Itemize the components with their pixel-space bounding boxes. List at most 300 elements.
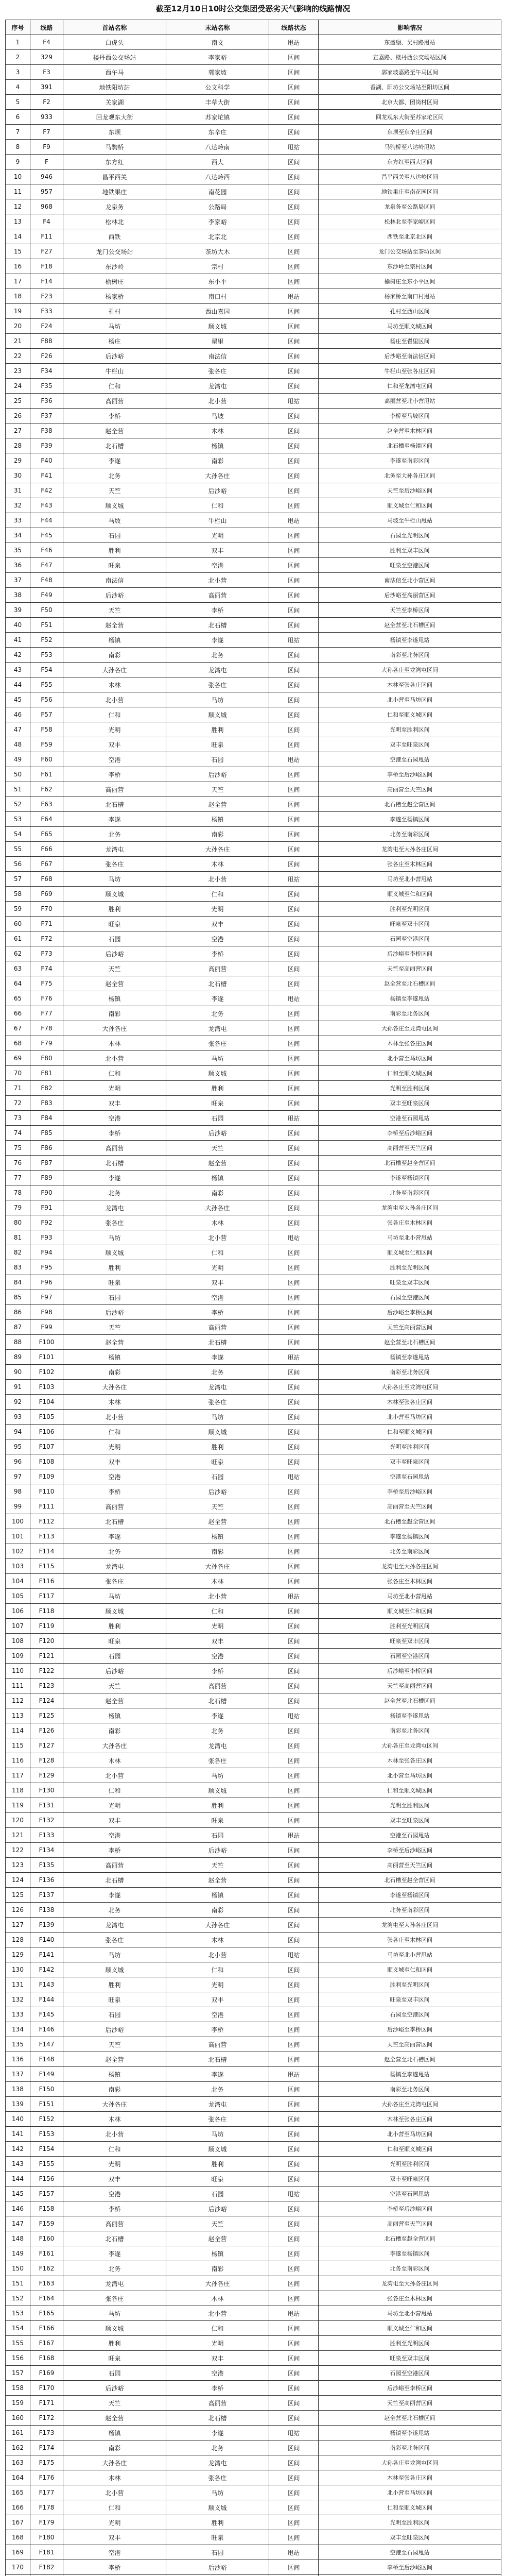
cell-index: 71 [6, 1081, 30, 1096]
table-row [6, 379, 501, 394]
cell-impact: 马坊至北小营甩站 [319, 1230, 501, 1245]
cell-start-stop: 木林 [63, 2112, 166, 2127]
cell-line: F43 [30, 498, 63, 513]
cell-line: F113 [30, 1529, 63, 1544]
cell-index: 79 [6, 1200, 30, 1215]
cell-start-stop: 空港 [63, 1828, 166, 1843]
table-row [6, 110, 501, 125]
cell-index: 93 [6, 1410, 30, 1425]
cell-impact: 大孙各庄至龙湾屯区间 [319, 2455, 501, 2470]
cell-status: 区间 [269, 558, 319, 573]
cell-impact: 赵全营至北石槽区间 [319, 1335, 501, 1350]
cell-line: F118 [30, 1604, 63, 1619]
cell-status: 区间 [269, 80, 319, 95]
cell-end-stop: 牛栏山 [166, 513, 269, 528]
cell-index: 54 [6, 827, 30, 842]
cell-index: 58 [6, 887, 30, 902]
cell-line: F173 [30, 2426, 63, 2441]
cell-index: 80 [6, 1215, 30, 1230]
cell-line: F171 [30, 2396, 63, 2411]
cell-line: F114 [30, 1544, 63, 1559]
cell-status: 区间 [269, 946, 319, 961]
cell-index: 161 [6, 2426, 30, 2441]
cell-start-stop: 旺泉 [63, 917, 166, 931]
cell-status: 区间 [269, 1081, 319, 1096]
cell-status: 区间 [269, 1738, 319, 1753]
cell-line: F136 [30, 1873, 63, 1888]
cell-start-stop: 杨镇 [63, 2426, 166, 2441]
cell-impact: 李遂至杨镇区间 [319, 1529, 501, 1544]
cell-line: F45 [30, 528, 63, 543]
cell-impact: 李遂至杨镇区间 [319, 1171, 501, 1185]
table-row [6, 1664, 501, 1679]
cell-start-stop: 李桥 [63, 2560, 166, 2575]
cell-impact: 龙湾屯至大孙各庄区间 [319, 1200, 501, 1215]
cell-end-stop: 木林 [166, 857, 269, 872]
cell-index: 111 [6, 1679, 30, 1693]
cell-status: 区间 [269, 1888, 319, 1903]
cell-end-stop: 南彩 [166, 827, 269, 842]
cell-start-stop: 北石槽 [63, 1514, 166, 1529]
cell-end-stop: 杨镇 [166, 812, 269, 827]
cell-end-stop: 龙湾屯 [166, 2097, 269, 2112]
cell-end-stop: 大孙各庄 [166, 1559, 269, 1574]
cell-status: 区间 [269, 65, 319, 80]
cell-index: 119 [6, 1798, 30, 1813]
cell-end-stop: 南彩 [166, 1185, 269, 1200]
cell-index: 134 [6, 2022, 30, 2037]
cell-impact: 空港至石园甩站 [319, 2545, 501, 2560]
cell-end-stop: 顺义城 [166, 1425, 269, 1439]
cell-impact: 顺义城至仁和区间 [319, 2321, 501, 2336]
cell-impact: 双丰至旺泉区间 [319, 1813, 501, 1828]
cell-line: F125 [30, 1708, 63, 1723]
cell-start-stop: 胜利 [63, 543, 166, 558]
table-row [6, 2291, 501, 2306]
cell-line: F144 [30, 1992, 63, 2007]
cell-line: F141 [30, 1947, 63, 1962]
cell-start-stop: 石园 [63, 1649, 166, 1664]
cell-end-stop: 马坡 [166, 409, 269, 423]
cell-index: 83 [6, 1260, 30, 1275]
cell-impact: 后沙峪至南法信区间 [319, 349, 501, 364]
cell-line: F99 [30, 1320, 63, 1335]
cell-index: 14 [6, 229, 30, 244]
cell-line: F116 [30, 1574, 63, 1589]
cell-status: 区间 [269, 2172, 319, 2187]
cell-start-stop: 赵全营 [63, 1335, 166, 1350]
table-row [6, 1843, 501, 1858]
cell-index: 98 [6, 1484, 30, 1499]
cell-index: 92 [6, 1395, 30, 1410]
cell-impact: 马坊至北小营甩站 [319, 872, 501, 887]
cell-start-stop: 天竺 [63, 2396, 166, 2411]
cell-line: F89 [30, 1171, 63, 1185]
cell-start-stop: 马坊 [63, 319, 166, 334]
cell-start-stop: 杨镇 [63, 2067, 166, 2082]
cell-line: F83 [30, 1096, 63, 1111]
cell-impact: 杨镇至李遂甩站 [319, 2067, 501, 2082]
cell-index: 129 [6, 1947, 30, 1962]
cell-end-stop: 南口村 [166, 289, 269, 304]
table-row [6, 259, 501, 274]
cell-impact: 双丰至旺泉区间 [319, 2530, 501, 2545]
cell-end-stop: 大孙各庄 [166, 842, 269, 857]
table-row [6, 2037, 501, 2052]
cell-impact: 北石槽至赵全营区间 [319, 797, 501, 812]
cell-start-stop: 北务 [63, 2261, 166, 2276]
cell-impact: 马坊至北小营甩站 [319, 1947, 501, 1962]
cell-status: 区间 [269, 722, 319, 737]
cell-line: F55 [30, 677, 63, 692]
cell-status: 区间 [269, 663, 319, 677]
cell-end-stop: 石园 [166, 2545, 269, 2560]
table-row [6, 692, 501, 707]
cell-end-stop: 张各庄 [166, 1395, 269, 1410]
cell-line: F134 [30, 1843, 63, 1858]
cell-line: F78 [30, 1021, 63, 1036]
cell-start-stop: 双丰 [63, 1096, 166, 1111]
table-row [6, 304, 501, 319]
cell-impact: 北石槽至赵全营区间 [319, 1156, 501, 1171]
cell-end-stop: 李家峪 [166, 214, 269, 229]
cell-line: F130 [30, 1783, 63, 1798]
cell-line: F42 [30, 483, 63, 498]
cell-index: 105 [6, 1589, 30, 1604]
cell-index: 104 [6, 1574, 30, 1589]
cell-impact: 顺义城至仁和区间 [319, 1962, 501, 1977]
cell-impact: 松林北至李家峪区间 [319, 214, 501, 229]
cell-index: 4 [6, 80, 30, 95]
cell-status: 区间 [269, 50, 319, 65]
cell-start-stop: 空港 [63, 752, 166, 767]
table-row [6, 1962, 501, 1977]
cell-start-stop: 张各庄 [63, 1215, 166, 1230]
cell-end-stop: 南花园 [166, 184, 269, 199]
table-row [6, 2560, 501, 2575]
cell-end-stop: 张各庄 [166, 2112, 269, 2127]
cell-status: 区间 [269, 2381, 319, 2396]
table-row [6, 1036, 501, 1051]
cell-end-stop: 北石槽 [166, 2052, 269, 2067]
cell-impact: 双丰至旺泉区间 [319, 737, 501, 752]
cell-start-stop: 天竺 [63, 603, 166, 618]
cell-status: 区间 [269, 170, 319, 184]
cell-impact: 光明至胜利区间 [319, 2157, 501, 2172]
cell-start-stop: 旺泉 [63, 1275, 166, 1290]
cell-line: F131 [30, 1798, 63, 1813]
table-row [6, 1275, 501, 1290]
table-row [6, 1992, 501, 2007]
cell-impact: 仁和至顺义城区间 [319, 2500, 501, 2515]
cell-status: 区间 [269, 1305, 319, 1320]
cell-start-stop: 西午马 [63, 65, 166, 80]
cell-line: F84 [30, 1111, 63, 1126]
table-row [6, 1096, 501, 1111]
cell-index: 95 [6, 1439, 30, 1454]
bus-line-table [5, 20, 501, 2576]
cell-line: F111 [30, 1499, 63, 1514]
cell-line: F33 [30, 304, 63, 319]
cell-index: 10 [6, 170, 30, 184]
cell-status: 区间 [269, 2470, 319, 2485]
cell-end-stop: 南彩 [166, 1903, 269, 1918]
table-row [6, 1021, 501, 1036]
cell-end-stop: 李遂 [166, 1708, 269, 1723]
cell-impact: 胜利至光明区间 [319, 1619, 501, 1634]
cell-line: F77 [30, 1006, 63, 1021]
cell-end-stop: 杨镇 [166, 2246, 269, 2261]
cell-line: F63 [30, 797, 63, 812]
table-row [6, 558, 501, 573]
cell-status: 区间 [269, 2276, 319, 2291]
cell-start-stop: 大孙各庄 [63, 1021, 166, 1036]
cell-index: 35 [6, 543, 30, 558]
cell-end-stop: 双丰 [166, 917, 269, 931]
cell-end-stop: 大孙各庄 [166, 1200, 269, 1215]
cell-index: 168 [6, 2530, 30, 2545]
cell-line: F178 [30, 2500, 63, 2515]
cell-line: F41 [30, 468, 63, 483]
cell-start-stop: 马坊 [63, 1589, 166, 1604]
table-row [6, 1559, 501, 1574]
table-row [6, 80, 501, 95]
cell-impact: 杨庄至翟里区间 [319, 334, 501, 349]
cell-index: 46 [6, 707, 30, 722]
cell-line: F108 [30, 1454, 63, 1469]
cell-status: 甩站 [269, 1111, 319, 1126]
cell-line: F165 [30, 2306, 63, 2321]
cell-impact: 昌平西关至八达岭区间 [319, 170, 501, 184]
cell-index: 169 [6, 2545, 30, 2560]
cell-line: F122 [30, 1664, 63, 1679]
cell-index: 140 [6, 2112, 30, 2127]
cell-line: F177 [30, 2485, 63, 2500]
cell-impact: 张各庄至木林区间 [319, 1933, 501, 1947]
cell-start-stop: 仁和 [63, 1783, 166, 1798]
cell-line: F96 [30, 1275, 63, 1290]
cell-status: 区间 [269, 692, 319, 707]
cell-index: 69 [6, 1051, 30, 1066]
table-row [6, 1529, 501, 1544]
table-row [6, 618, 501, 633]
cell-start-stop: 天竺 [63, 961, 166, 976]
cell-start-stop: 大孙各庄 [63, 1738, 166, 1753]
cell-end-stop: 李桥 [166, 2381, 269, 2396]
table-row [6, 1933, 501, 1947]
table-row [6, 722, 501, 737]
table-row [6, 1514, 501, 1529]
cell-start-stop: 赵全营 [63, 2411, 166, 2426]
cell-index: 103 [6, 1559, 30, 1574]
cell-index: 77 [6, 1171, 30, 1185]
cell-line: F73 [30, 946, 63, 961]
cell-index: 19 [6, 304, 30, 319]
cell-index: 36 [6, 558, 30, 573]
cell-status: 甩站 [269, 35, 319, 50]
cell-start-stop: 李遂 [63, 1529, 166, 1544]
cell-end-stop: 李桥 [166, 946, 269, 961]
cell-line: 329 [30, 50, 63, 65]
cell-impact: 北务至大孙各庄区间 [319, 468, 501, 483]
cell-end-stop: 胜利 [166, 1798, 269, 1813]
cell-end-stop: 杨镇 [166, 1888, 269, 1903]
cell-line: F86 [30, 1141, 63, 1156]
cell-line: F110 [30, 1484, 63, 1499]
cell-end-stop: 天竺 [166, 1499, 269, 1514]
cell-status: 区间 [269, 409, 319, 423]
cell-start-stop: 龙湾屯 [63, 1918, 166, 1933]
cell-status: 区间 [269, 648, 319, 663]
cell-status: 区间 [269, 2052, 319, 2067]
cell-end-stop: 李桥 [166, 603, 269, 618]
cell-status: 区间 [269, 125, 319, 140]
cell-index: 11 [6, 184, 30, 199]
cell-status: 区间 [269, 543, 319, 558]
cell-status: 甩站 [269, 2187, 319, 2201]
cell-start-stop: 北石槽 [63, 1156, 166, 1171]
cell-impact: 后沙峪至李桥区间 [319, 1664, 501, 1679]
cell-status: 区间 [269, 423, 319, 438]
cell-impact: 空港至石园甩站 [319, 2187, 501, 2201]
cell-index: 131 [6, 1977, 30, 1992]
cell-line: F27 [30, 244, 63, 259]
cell-status: 区间 [269, 1215, 319, 1230]
cell-impact: 高丽营至天竺区间 [319, 1141, 501, 1156]
cell-index: 149 [6, 2246, 30, 2261]
cell-status: 区间 [269, 961, 319, 976]
cell-impact: 东坝至东辛庄区间 [319, 125, 501, 140]
table-row [6, 438, 501, 453]
cell-start-stop: 北务 [63, 827, 166, 842]
cell-start-stop: 李桥 [63, 409, 166, 423]
cell-end-stop: 胜利 [166, 1081, 269, 1096]
cell-impact: 北石槽至赵全营区间 [319, 1873, 501, 1888]
cell-index: 26 [6, 409, 30, 423]
cell-start-stop: 仁和 [63, 2142, 166, 2157]
table-row [6, 2097, 501, 2112]
cell-impact: 北小营至马坊区间 [319, 1768, 501, 1783]
table-row [6, 1260, 501, 1275]
cell-status: 区间 [269, 2022, 319, 2037]
cell-start-stop: 石园 [63, 931, 166, 946]
cell-line: F97 [30, 1290, 63, 1305]
cell-end-stop: 旺泉 [166, 2530, 269, 2545]
cell-index: 39 [6, 603, 30, 618]
table-row [6, 199, 501, 214]
cell-impact: 杨镇至李遂甩站 [319, 1708, 501, 1723]
cell-status: 甩站 [269, 1230, 319, 1245]
cell-index: 102 [6, 1544, 30, 1559]
cell-start-stop: 张各庄 [63, 2291, 166, 2306]
cell-end-stop: 光明 [166, 2336, 269, 2351]
cell-end-stop: 天竺 [166, 1141, 269, 1156]
cell-impact: 西铁至北京北区间 [319, 229, 501, 244]
cell-start-stop: 北小营 [63, 692, 166, 707]
cell-start-stop: 北小营 [63, 2485, 166, 2500]
cell-index: 82 [6, 1245, 30, 1260]
cell-end-stop: 龙湾屯 [166, 663, 269, 677]
cell-status: 区间 [269, 214, 319, 229]
cell-line: F40 [30, 453, 63, 468]
cell-end-stop: 顺义城 [166, 2500, 269, 2515]
cell-impact: 南彩至北务区间 [319, 648, 501, 663]
cell-start-stop: 赵全营 [63, 2052, 166, 2067]
cell-line: F168 [30, 2351, 63, 2366]
cell-end-stop: 赵全营 [166, 1514, 269, 1529]
cell-index: 52 [6, 797, 30, 812]
cell-line: F2 [30, 95, 63, 110]
table-row [6, 2530, 501, 2545]
cell-impact: 东方红至西大区间 [319, 155, 501, 170]
cell-impact: 南法信至北小营区间 [319, 573, 501, 588]
cell-index: 159 [6, 2396, 30, 2411]
cell-status: 区间 [269, 2560, 319, 2575]
cell-line: F4 [30, 35, 63, 50]
cell-index: 137 [6, 2067, 30, 2082]
table-row [6, 842, 501, 857]
cell-index: 145 [6, 2187, 30, 2201]
table-row [6, 2022, 501, 2037]
cell-impact: 后沙峪至李桥区间 [319, 2381, 501, 2396]
cell-start-stop: 木林 [63, 677, 166, 692]
cell-status: 区间 [269, 827, 319, 842]
cell-end-stop: 北京北 [166, 229, 269, 244]
cell-line: F115 [30, 1559, 63, 1574]
cell-impact: 东盛堡、吴村路甩站 [319, 35, 501, 50]
cell-start-stop: 杨家桥 [63, 289, 166, 304]
cell-status: 区间 [269, 887, 319, 902]
cell-index: 122 [6, 1843, 30, 1858]
cell-end-stop: 北小营 [166, 394, 269, 409]
cell-line: F181 [30, 2545, 63, 2560]
cell-start-stop: 赵全营 [63, 423, 166, 438]
cell-impact: 光明至胜利区间 [319, 1439, 501, 1454]
cell-status: 区间 [269, 812, 319, 827]
cell-start-stop: 光明 [63, 1081, 166, 1096]
header-start-stop: 首站名称 [63, 20, 166, 35]
table-row [6, 1768, 501, 1783]
table-row [6, 782, 501, 797]
cell-end-stop: 北小营 [166, 2306, 269, 2321]
cell-index: 51 [6, 782, 30, 797]
cell-line: F147 [30, 2037, 63, 2052]
cell-end-stop: 北小营 [166, 1947, 269, 1962]
cell-impact: 顺义城至仁和区间 [319, 1245, 501, 1260]
cell-impact: 胜利至双丰区间 [319, 543, 501, 558]
table-row [6, 1738, 501, 1753]
cell-index: 126 [6, 1903, 30, 1918]
cell-impact: 石园至空港区间 [319, 1649, 501, 1664]
cell-start-stop: 空港 [63, 1111, 166, 1126]
cell-start-stop: 赵全营 [63, 1693, 166, 1708]
cell-status: 区间 [269, 349, 319, 364]
cell-status: 区间 [269, 588, 319, 603]
cell-status: 区间 [269, 1290, 319, 1305]
cell-index: 157 [6, 2366, 30, 2381]
table-row [6, 349, 501, 364]
cell-start-stop: 李遂 [63, 2246, 166, 2261]
cell-line: F81 [30, 1066, 63, 1081]
cell-status: 区间 [269, 1693, 319, 1708]
table-row [6, 707, 501, 722]
table-row [6, 1185, 501, 1200]
cell-start-stop: 马坡 [63, 513, 166, 528]
table-row [6, 543, 501, 558]
cell-index: 49 [6, 752, 30, 767]
cell-end-stop: 旺泉 [166, 2172, 269, 2187]
cell-index: 41 [6, 633, 30, 648]
